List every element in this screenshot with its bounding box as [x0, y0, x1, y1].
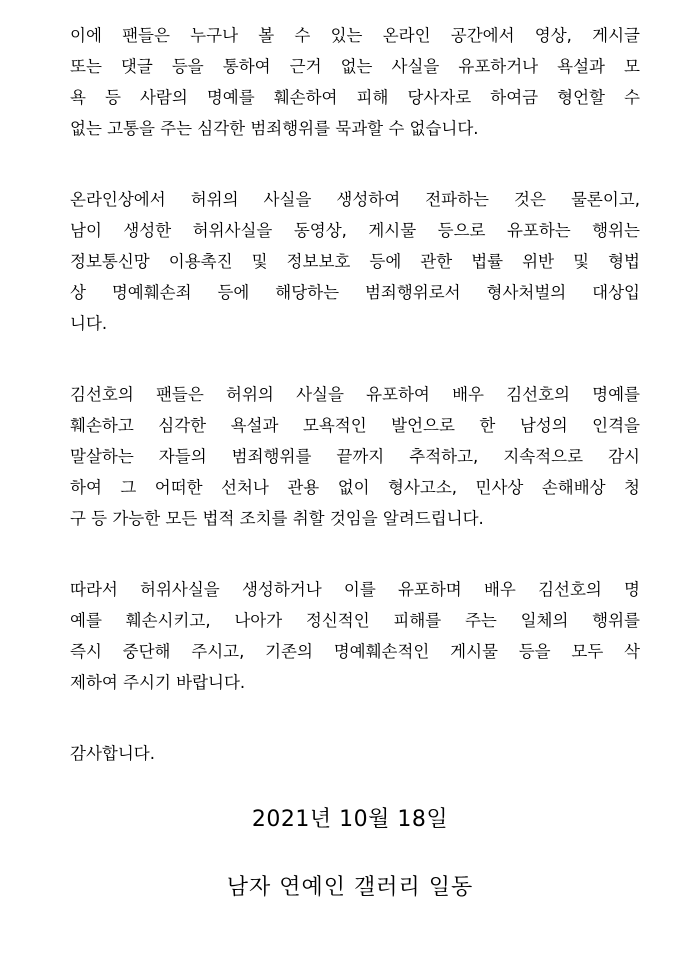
text-line: 남이 생성한 허위사실을 동영상, 게시물 등으로 유포하는 행위는: [70, 221, 640, 240]
closing-line: 감사합니다.: [70, 744, 155, 763]
statement-body: [70, 20, 640, 809]
text-line: 이에 팬들은 누구나 볼 수 있는 온라인 공간에서 영상, 게시글: [70, 26, 640, 45]
text-line: 말살하는 자들의 범죄행위를 끝까지 추적하고, 지속적으로 감시: [70, 447, 640, 466]
text-line: 하여 그 어떠한 선처나 관용 없이 형사고소, 민사상 손해배상 청: [70, 478, 640, 497]
text-line: 상 명예훼손죄 등에 해당하는 범죄행위로서 형사처벌의 대상입: [70, 283, 640, 302]
text-line: 또는 댓글 등을 통하여 근거 없는 사실을 유포하거나 욕설과 모: [70, 57, 640, 76]
text-line: 김선호의 팬들은 허위의 사실을 유포하여 배우 김선호의 명예를: [70, 385, 640, 404]
paragraph-4: [70, 574, 640, 698]
text-line: 온라인상에서 허위의 사실을 생성하여 전파하는 것은 물론이고,: [70, 190, 640, 209]
signature-line: 남자 연예인 갤러리 일동: [226, 875, 474, 900]
text-line: 제하여 주시기 바랍니다.: [70, 673, 246, 692]
text-line: 없는 고통을 주는 심각한 범죄행위를 묵과할 수 없습니다.: [70, 119, 479, 138]
text-line: 욕 등 사람의 명예를 훼손하여 피해 당사자로 하여금 형언할 수: [70, 88, 640, 107]
text-line: 예를 훼손시키고, 나아가 정신적인 피해를 주는 일체의 행위를: [70, 611, 640, 630]
document-date: 2021년 10월 18일: [251, 807, 449, 832]
text-line: 니다.: [70, 314, 108, 333]
paragraph-2: [70, 184, 640, 339]
text-line: 따라서 허위사실을 생성하거나 이를 유포하며 배우 김선호의 명: [70, 580, 640, 599]
text-line: 정보통신망 이용촉진 및 정보보호 등에 관한 법률 위반 및 형법: [70, 252, 640, 271]
paragraph-1: [70, 20, 640, 144]
text-line: 즉시 중단해 주시고, 기존의 명예훼손적인 게시물 등을 모두 삭: [70, 642, 640, 661]
text-line: 훼손하고 심각한 욕설과 모욕적인 발언으로 한 남성의 인격을: [70, 416, 640, 435]
text-line: 구 등 가능한 모든 법적 조치를 취할 것임을 알려드립니다.: [70, 509, 484, 528]
closing-paragraph: [70, 738, 640, 769]
paragraph-3: [70, 379, 640, 534]
